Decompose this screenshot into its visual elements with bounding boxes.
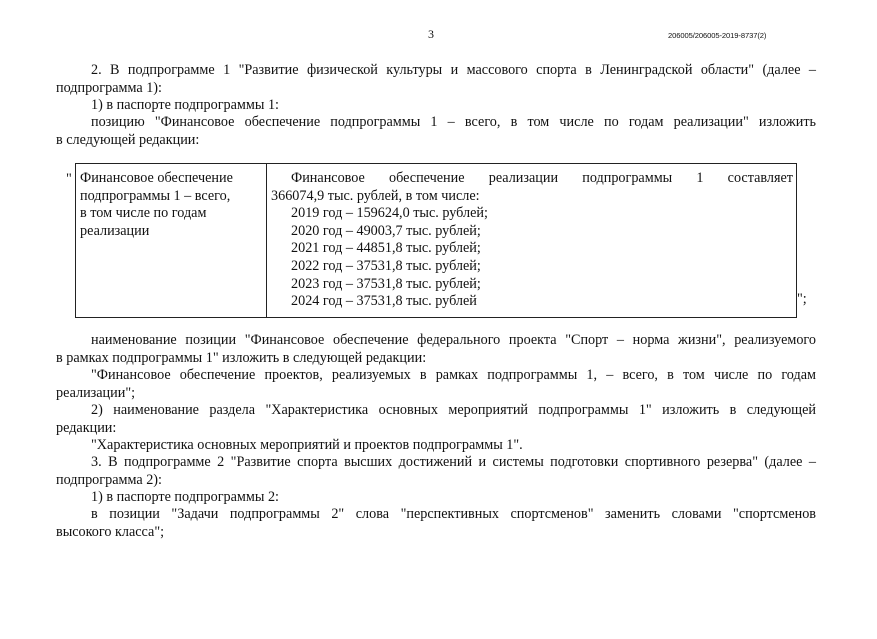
text-line: редакции:	[56, 419, 117, 436]
paragraph-federal-project	[56, 332, 816, 367]
text-line: реализации";	[56, 384, 136, 401]
paragraph-subprogram-1-intro	[56, 62, 816, 97]
text-line: 2. В подпрограмме 1 "Развитие физической культуры и массового спорта в Ленинградской области" (далее –	[91, 62, 816, 78]
text-line: 1) в паспорте подпрограммы 1:	[91, 97, 279, 113]
year-line-2021: 2021 год – 44851,8 тыс. рублей;	[291, 240, 481, 257]
year-line-2020: 2020 год – 49003,7 тыс. рублей;	[291, 222, 481, 239]
cell-line: реализации	[80, 222, 150, 239]
paragraph-passport-2	[56, 489, 816, 507]
text-line: позицию "Финансовое обеспечение подпрограммы 1 – всего, в том числе по годам реализации" изложить	[91, 114, 816, 130]
paragraph-passport-1	[56, 97, 816, 115]
cell-line: 366074,9 тыс. рублей, в том числе:	[271, 187, 480, 204]
document-id: 206005/206005-2019-8737(2)	[668, 31, 767, 40]
text-line: "Финансовое обеспечение проектов, реализуемых в рамках подпрограммы 1, – всего, в том числе по годам	[91, 367, 816, 383]
paragraph-position-financing	[56, 114, 816, 149]
text-line: 3. В подпрограмме 2 "Развитие спорта высших достижений и системы подготовки спортивного резерва" (далее –	[91, 454, 816, 470]
text-line: высокого класса";	[56, 523, 165, 540]
paragraph-section-name	[56, 402, 816, 437]
text-line: подпрограмма 2):	[56, 471, 162, 488]
text-line: наименование позиции "Финансовое обеспечение федерального проекта "Спорт – норма жизни", реализуемого	[91, 332, 816, 348]
text-line: 2) наименование раздела "Характеристика основных мероприятий подпрограммы 1" изложить в следующей	[91, 402, 816, 418]
text-line: в рамках подпрограммы 1" изложить в следующей редакции:	[56, 349, 427, 366]
year-line-2022: 2022 год – 37531,8 тыс. рублей;	[291, 257, 481, 274]
closing-quote: ";	[797, 291, 807, 307]
table-cell-position-name	[76, 164, 267, 318]
text-line: 1) в паспорте подпрограммы 2:	[91, 489, 279, 505]
year-line-2023: 2023 год – 37531,8 тыс. рублей;	[291, 275, 481, 292]
text-line: в следующей редакции:	[56, 131, 200, 148]
table-cell-financing-value	[267, 164, 797, 318]
cell-line: Финансовое обеспечение	[80, 170, 233, 186]
paragraph-tasks-replacement	[56, 506, 816, 541]
opening-quote: "	[66, 171, 72, 187]
page-number: 3	[428, 27, 434, 41]
text-line: "Характеристика основных мероприятий и проектов подпрограммы 1".	[91, 437, 523, 453]
text-line: подпрограмма 1):	[56, 79, 162, 96]
year-line-2019: 2019 год – 159624,0 тыс. рублей;	[291, 205, 488, 222]
financing-table	[75, 163, 797, 318]
table-row	[76, 164, 797, 318]
paragraph-section-title	[56, 437, 816, 455]
cell-line: подпрограммы 1 – всего,	[80, 187, 231, 204]
year-line-2024: 2024 год – 37531,8 тыс. рублей	[291, 293, 477, 310]
paragraph-subprogram-2-intro	[56, 454, 816, 489]
paragraph-projects-financing	[56, 367, 816, 402]
text-line: в позиции "Задачи подпрограммы 2" слова "перспективных спортсменов" заменить словами "спортсменов	[91, 506, 816, 522]
cell-line: Финансовое обеспечение реализации подпрограммы 1 составляет	[291, 170, 793, 186]
cell-line: в том числе по годам	[80, 205, 207, 222]
